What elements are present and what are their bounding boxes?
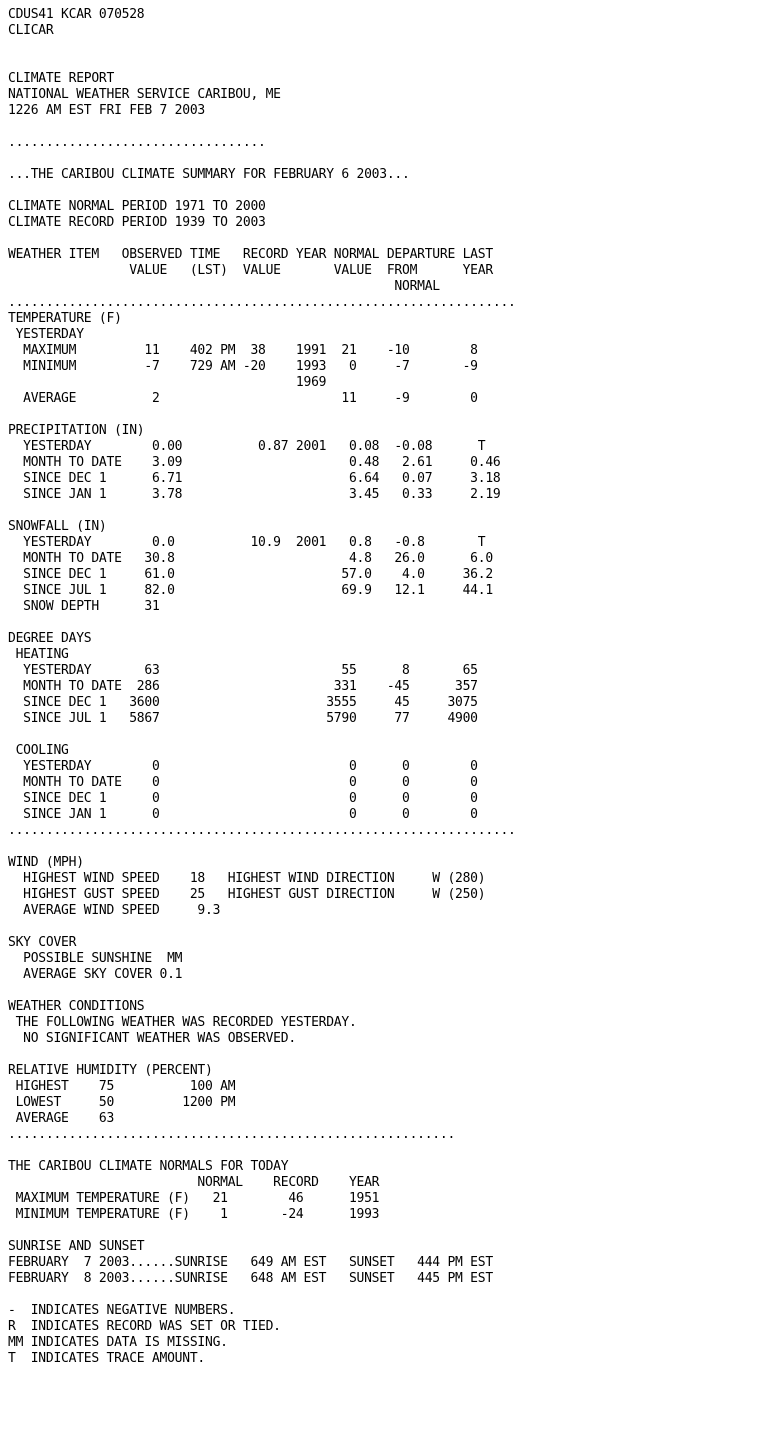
report-line: SNOWFALL (IN) <box>8 519 107 534</box>
report-line: FEBRUARY 8 2003......SUNRISE 648 AM EST SUNSET 445 PM EST <box>8 1271 493 1286</box>
report-line: HIGHEST GUST SPEED 25 HIGHEST GUST DIRECTION W (250) <box>8 887 486 902</box>
report-line: AVERAGE SKY COVER 0.1 <box>8 967 183 982</box>
report-line: HIGHEST WIND SPEED 18 HIGHEST WIND DIRECTION W (280) <box>8 871 486 886</box>
report-line <box>8 983 780 999</box>
report-line: LOWEST 50 1200 PM <box>8 1095 236 1110</box>
report-line: MINIMUM -7 729 AM -20 1993 0 -7 -9 <box>8 359 478 374</box>
report-line: MM INDICATES DATA IS MISSING. <box>8 1335 228 1350</box>
report-line: SINCE DEC 1 6.71 6.64 0.07 3.18 <box>8 471 501 486</box>
report-line: SUNRISE AND SUNSET <box>8 1239 145 1254</box>
report-line: YESTERDAY 0.0 10.9 2001 0.8 -0.8 T <box>8 535 486 550</box>
report-line <box>8 1143 780 1159</box>
report-line: TEMPERATURE (F) <box>8 311 122 326</box>
report-line: WIND (MPH) <box>8 855 84 870</box>
report-line: COOLING <box>8 743 69 758</box>
report-line: YESTERDAY 0.00 0.87 2001 0.08 -0.08 T <box>8 439 486 454</box>
report-line: HIGHEST 75 100 AM <box>8 1079 236 1094</box>
report-line: AVERAGE WIND SPEED 9.3 <box>8 903 221 918</box>
report-line: SINCE JAN 1 0 0 0 0 <box>8 807 478 822</box>
report-line <box>8 407 780 423</box>
report-line: SINCE JAN 1 3.78 3.45 0.33 2.19 <box>8 487 501 502</box>
report-line: YESTERDAY 63 55 8 65 <box>8 663 478 678</box>
report-line: CLIMATE REPORT <box>8 71 115 86</box>
report-line <box>8 39 780 55</box>
report-line <box>8 839 780 855</box>
report-line <box>8 1287 780 1303</box>
report-line <box>8 503 780 519</box>
report-line: NO SIGNIFICANT WEATHER WAS OBSERVED. <box>8 1031 296 1046</box>
report-line: SINCE DEC 1 3600 3555 45 3075 <box>8 695 478 710</box>
report-line: SINCE JUL 1 5867 5790 77 4900 <box>8 711 478 726</box>
report-line: VALUE (LST) VALUE VALUE FROM YEAR <box>8 263 493 278</box>
report-line: CDUS41 KCAR 070528 <box>8 7 145 22</box>
report-line: YESTERDAY <box>8 327 84 342</box>
report-line: - INDICATES NEGATIVE NUMBERS. <box>8 1303 236 1318</box>
report-line: DEGREE DAYS <box>8 631 92 646</box>
report-line: NORMAL RECORD YEAR <box>8 1175 380 1190</box>
report-line: NORMAL <box>8 279 440 294</box>
report-line: MINIMUM TEMPERATURE (F) 1 -24 1993 <box>8 1207 380 1222</box>
report-line: ................................................................... <box>8 823 516 838</box>
report-line: MONTH TO DATE 3.09 0.48 2.61 0.46 <box>8 455 501 470</box>
report-line: MAXIMUM TEMPERATURE (F) 21 46 1951 <box>8 1191 380 1206</box>
report-line: CLIMATE RECORD PERIOD 1939 TO 2003 <box>8 215 266 230</box>
report-line: .................................. <box>8 135 266 150</box>
report-line <box>8 919 780 935</box>
report-line: MONTH TO DATE 30.8 4.8 26.0 6.0 <box>8 551 493 566</box>
report-line <box>8 119 780 135</box>
report-line: AVERAGE 63 <box>8 1111 115 1126</box>
report-line: AVERAGE 2 11 -9 0 <box>8 391 478 406</box>
report-line: NATIONAL WEATHER SERVICE CARIBOU, ME <box>8 87 281 102</box>
report-line: ................................................................... <box>8 295 516 310</box>
report-line: CLICAR <box>8 23 54 38</box>
report-line: SINCE JUL 1 82.0 69.9 12.1 44.1 <box>8 583 493 598</box>
report-line: POSSIBLE SUNSHINE MM <box>8 951 183 966</box>
report-line: RELATIVE HUMIDITY (PERCENT) <box>8 1063 213 1078</box>
report-line: R INDICATES RECORD WAS SET OR TIED. <box>8 1319 281 1334</box>
report-line: THE FOLLOWING WEATHER WAS RECORDED YESTERDAY. <box>8 1015 357 1030</box>
report-line: PRECIPITATION (IN) <box>8 423 145 438</box>
report-line: SINCE DEC 1 61.0 57.0 4.0 36.2 <box>8 567 493 582</box>
report-line: ...THE CARIBOU CLIMATE SUMMARY FOR FEBRUARY 6 2003... <box>8 167 410 182</box>
report-line: 1969 <box>8 375 327 390</box>
report-line: THE CARIBOU CLIMATE NORMALS FOR TODAY <box>8 1159 289 1174</box>
report-line: SNOW DEPTH 31 <box>8 599 160 614</box>
report-line <box>8 1047 780 1063</box>
report-line: T INDICATES TRACE AMOUNT. <box>8 1351 205 1366</box>
report-line: SINCE DEC 1 0 0 0 0 <box>8 791 478 806</box>
report-line: YESTERDAY 0 0 0 0 <box>8 759 478 774</box>
report-line <box>8 231 780 247</box>
report-line: MAXIMUM 11 402 PM 38 1991 21 -10 8 <box>8 343 478 358</box>
report-line: MONTH TO DATE 286 331 -45 357 <box>8 679 478 694</box>
report-line: FEBRUARY 7 2003......SUNRISE 649 AM EST SUNSET 444 PM EST <box>8 1255 493 1270</box>
report-line: SKY COVER <box>8 935 77 950</box>
report-line <box>8 55 780 71</box>
report-line: WEATHER ITEM OBSERVED TIME RECORD YEAR NORMAL DEPARTURE LAST <box>8 247 493 262</box>
report-line: 1226 AM EST FRI FEB 7 2003 <box>8 103 205 118</box>
report-line: WEATHER CONDITIONS <box>8 999 145 1014</box>
report-line <box>8 151 780 167</box>
report-line <box>8 183 780 199</box>
report-line: MONTH TO DATE 0 0 0 0 <box>8 775 478 790</box>
report-line: HEATING <box>8 647 69 662</box>
report-line <box>8 615 780 631</box>
report-line <box>8 1223 780 1239</box>
report-line <box>8 727 780 743</box>
report-line: ........................................................... <box>8 1127 456 1142</box>
report-line: CLIMATE NORMAL PERIOD 1971 TO 2000 <box>8 199 266 214</box>
